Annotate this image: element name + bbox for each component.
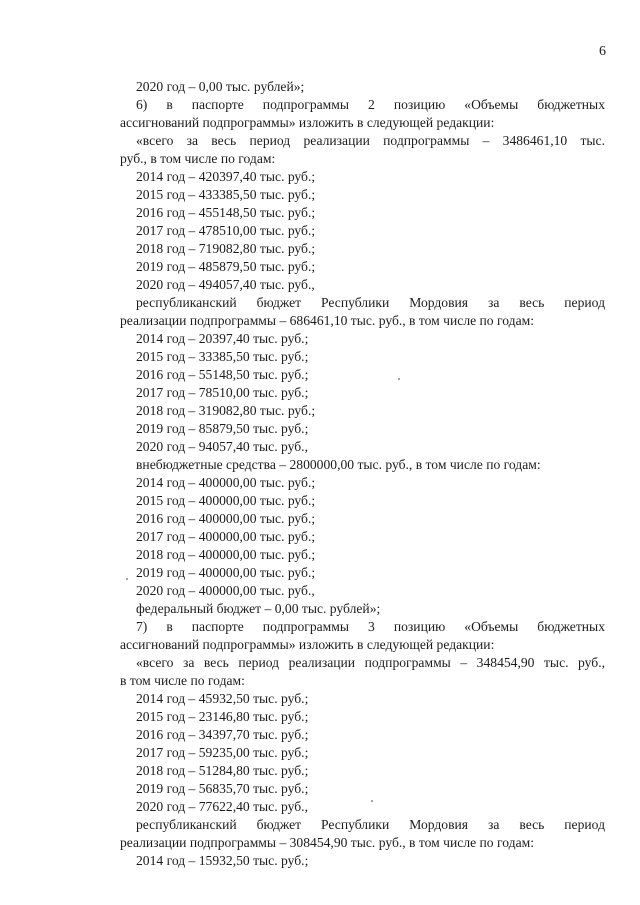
text-line: «всего за весь период реализации подпрограммы – 3486461,10 тыс. <box>136 133 605 148</box>
text-line: 2017 год – 78510,00 тыс. руб.; <box>136 385 309 400</box>
text-line: 2019 год – 485879,50 тыс. руб.; <box>136 259 316 274</box>
text-line: 2016 год – 34397,70 тыс. руб.; <box>136 727 309 742</box>
text-line: 2015 год – 33385,50 тыс. руб.; <box>136 349 309 364</box>
scan-speck <box>371 800 373 802</box>
text-line: 2019 год – 400000,00 тыс. руб.; <box>136 565 316 580</box>
text-line: ассигнований подпрограммы» изложить в следующей редакции: <box>120 637 495 652</box>
text-line: реализации подпрограммы – 686461,10 тыс. руб., в том числе по годам: <box>120 313 534 328</box>
scan-speck <box>398 378 400 380</box>
scan-speck <box>126 578 128 580</box>
text-line: 2016 год – 55148,50 тыс. руб.; <box>136 367 309 382</box>
text-line: «всего за весь период реализации подпрограммы – 348454,90 тыс. руб., <box>136 655 605 670</box>
text-line: ассигнований подпрограммы» изложить в следующей редакции: <box>120 115 495 130</box>
text-line: 2020 год – 94057,40 тыс. руб., <box>136 439 308 454</box>
text-line: 7) в паспорте подпрограммы 3 позицию «Объемы бюджетных <box>136 619 605 634</box>
text-line: 2020 год – 77622,40 тыс. руб., <box>136 799 308 814</box>
text-line: 2017 год – 478510,00 тыс. руб.; <box>136 223 316 238</box>
text-line: руб., в том числе по годам: <box>120 151 276 166</box>
text-line: федеральный бюджет – 0,00 тыс. рублей»; <box>136 601 381 616</box>
text-line: 2018 год – 719082,80 тыс. руб.; <box>136 241 316 256</box>
text-line: 2020 год – 0,00 тыс. рублей»; <box>136 79 305 94</box>
text-line: 2016 год – 455148,50 тыс. руб.; <box>136 205 316 220</box>
text-line: 2015 год – 23146,80 тыс. руб.; <box>136 709 309 724</box>
text-line: 2014 год – 420397,40 тыс. руб.; <box>136 169 316 184</box>
text-line: 2014 год – 400000,00 тыс. руб.; <box>136 475 316 490</box>
text-line: 2018 год – 319082,80 тыс. руб.; <box>136 403 316 418</box>
text-line: 2015 год – 433385,50 тыс. руб.; <box>136 187 316 202</box>
text-line: 6) в паспорте подпрограммы 2 позицию «Объемы бюджетных <box>136 97 605 112</box>
text-line: реализации подпрограммы – 308454,90 тыс. руб., в том числе по годам: <box>120 835 534 850</box>
text-line: республиканский бюджет Республики Мордовия за весь период <box>136 295 605 310</box>
text-line: 2018 год – 400000,00 тыс. руб.; <box>136 547 316 562</box>
text-line: 2020 год – 494057,40 тыс. руб., <box>136 277 315 292</box>
text-line: 2016 год – 400000,00 тыс. руб.; <box>136 511 316 526</box>
page-number: 6 <box>599 44 606 59</box>
text-line: 2015 год – 400000,00 тыс. руб.; <box>136 493 316 508</box>
text-line: 2018 год – 51284,80 тыс. руб.; <box>136 763 309 778</box>
text-line: внебюджетные средства – 2800000,00 тыс. руб., в том числе по годам: <box>136 457 541 472</box>
text-line: 2014 год – 15932,50 тыс. руб.; <box>136 853 309 868</box>
text-line: 2017 год – 400000,00 тыс. руб.; <box>136 529 316 544</box>
text-line: 2014 год – 20397,40 тыс. руб.; <box>136 331 309 346</box>
text-line: 2014 год – 45932,50 тыс. руб.; <box>136 691 309 706</box>
text-line: республиканский бюджет Республики Мордовия за весь период <box>136 817 605 832</box>
text-line: 2019 год – 85879,50 тыс. руб.; <box>136 421 309 436</box>
text-line: в том числе по годам: <box>120 673 245 688</box>
text-line: 2019 год – 56835,70 тыс. руб.; <box>136 781 309 796</box>
text-line: 2020 год – 400000,00 тыс. руб., <box>136 583 315 598</box>
text-line: 2017 год – 59235,00 тыс. руб.; <box>136 745 309 760</box>
